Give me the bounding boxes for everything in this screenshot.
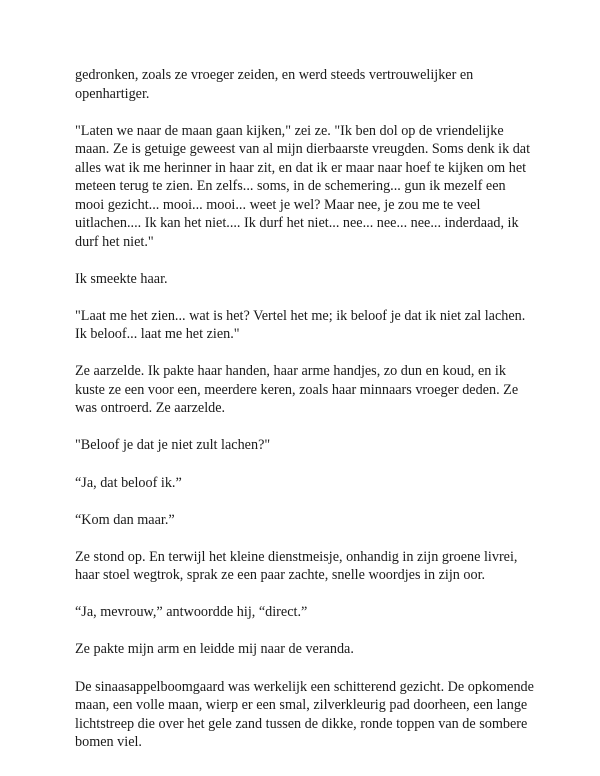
- paragraph-7: “Ja, dat beloof ik.”: [75, 474, 182, 491]
- paragraph-4: "Laat me het zien... wat is het? Vertel het me; ik beloof je dat ik niet zal lachen. Ik beloof... laat me het zien.": [75, 307, 526, 343]
- paragraph-8: “Kom dan maar.”: [75, 511, 175, 528]
- paragraph-1: gedronken, zoals ze vroeger zeiden, en werd steeds vertrouwelijker en openhartiger.: [75, 67, 474, 102]
- paragraph-11: Ze pakte mijn arm en leidde mij naar de veranda.: [75, 641, 354, 658]
- paragraph-10: “Ja, mevrouw,” antwoordde hij, “direct.”: [75, 604, 308, 621]
- paragraph-3: Ik smeekte haar.: [75, 270, 168, 287]
- paragraph-9: Ze stond op. En terwijl het kleine dienstmeisje, onhandig in zijn groene livrei, haar stoel wegtrok, sprak ze een paar zachte, snelle woordjes in zijn oor.: [75, 548, 518, 584]
- paragraph-5: Ze aarzelde. Ik pakte haar handen, haar arme handjes, zo dun en koud, en ik kuste ze een voor een, meerdere keren, zoals haar minnaars vroeger deden. Ze was ontroerd. Ze aarzelde.: [75, 363, 519, 417]
- paragraph-6: "Beloof je dat je niet zult lachen?": [75, 437, 271, 454]
- paragraph-12: De sinaasappelboomgaard was werkelijk een schitterend gezicht. De opkomende maan, een volle maan, wierp er een smal, zilverkleurig pad doorheen, een lange lichtstreep die over het gele zand tussen de dikke, ronde toppen van de sombere bomen viel.: [75, 678, 534, 751]
- document-page: [75, 66, 535, 770]
- paragraph-2: "Laten we naar de maan gaan kijken," zei ze. "Ik ben dol op de vriendelijke maan. Ze is getuige geweest van al mijn dierbaarste vreugden. Soms denk ik dat alles wat ik me herinner in haar zit, en dat ik er maar naar hoef te kijken om het meteen terug te zien. En zelfs... soms, in de schemering... gun ik mezelf een mooi gezicht... mooi... mooi... weet je wel? Maar nee, je zou me te veel uitlachen.... Ik kan het niet.... Ik durf het niet... nee... nee... nee... inderdaad, ik durf het niet.": [75, 122, 531, 250]
